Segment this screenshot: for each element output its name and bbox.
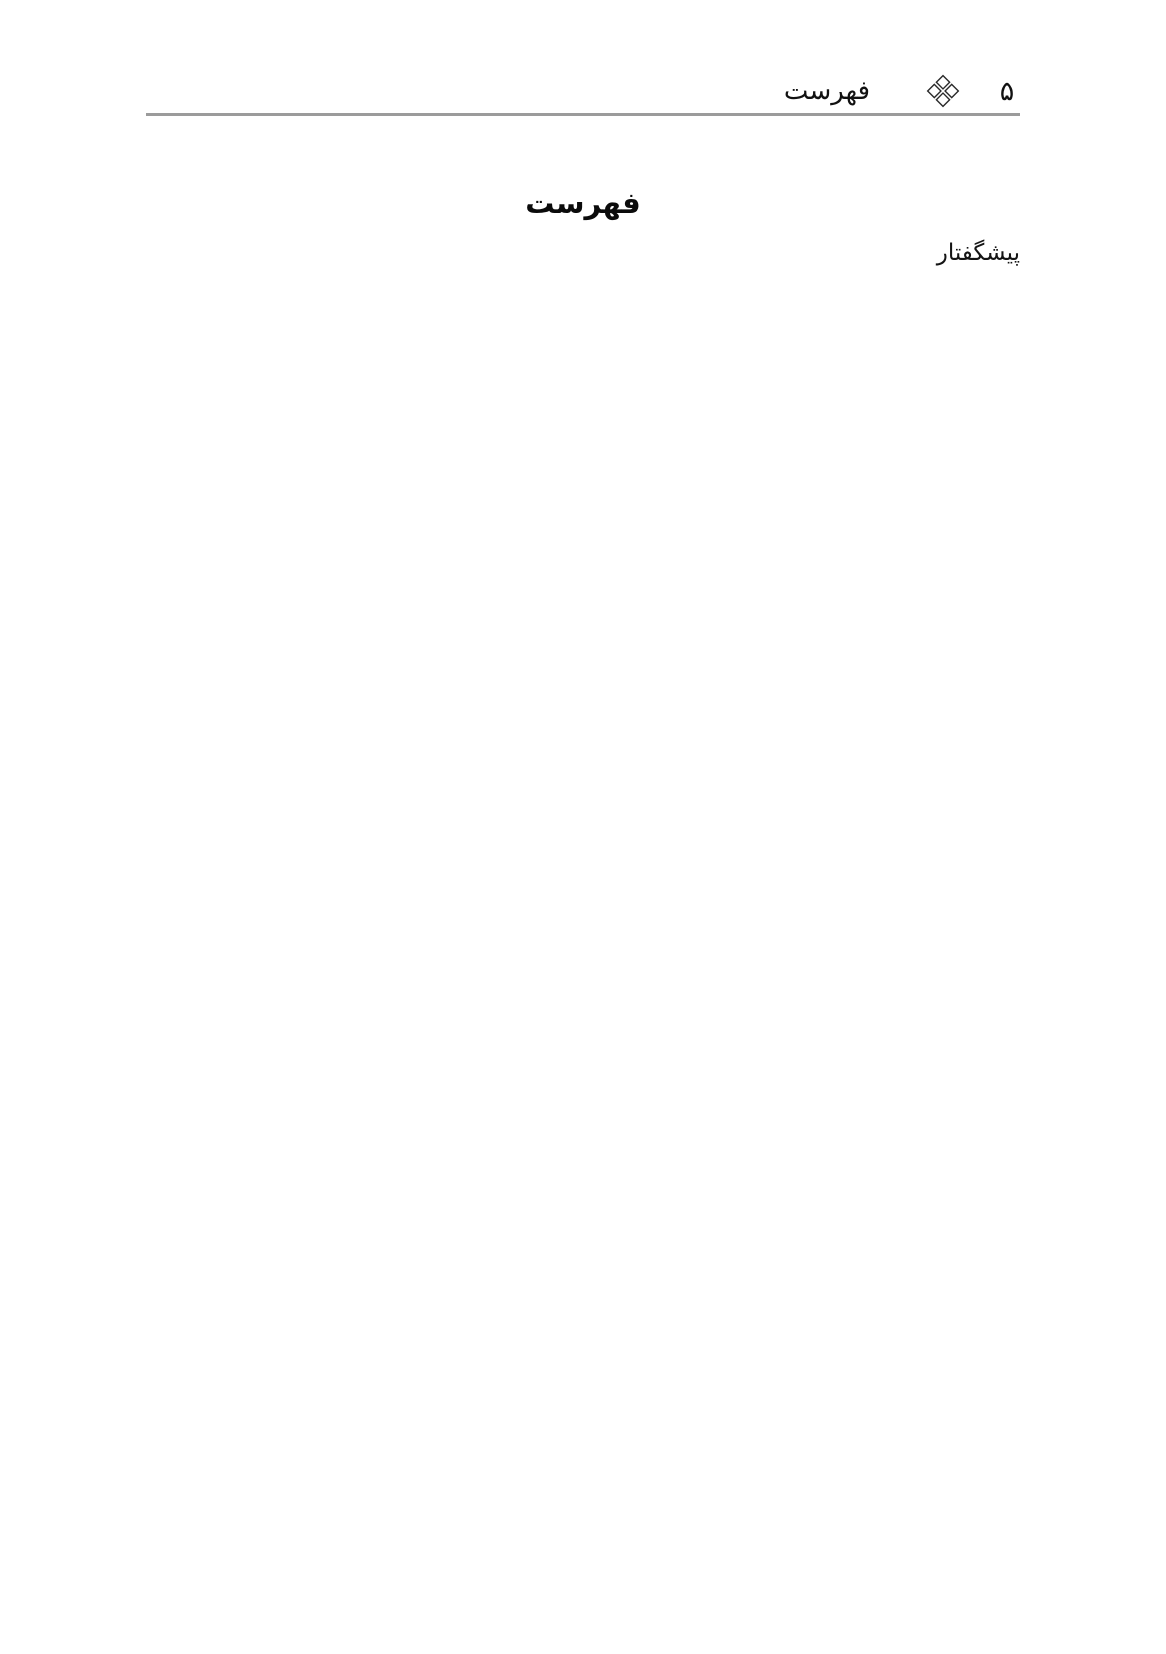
toc-entry[interactable]	[146, 240, 1020, 1654]
toc-entry-list	[146, 240, 1020, 1654]
table-of-contents	[146, 186, 1020, 1654]
header-divider	[146, 113, 1020, 116]
toc-entry-label: پیشگفتار	[936, 240, 1020, 266]
page-title: فهرست	[525, 186, 641, 220]
header-title: فهرست	[783, 76, 870, 106]
page-header	[146, 62, 1020, 120]
header-page-number: ۵	[999, 75, 1015, 107]
toc-entry-page-number	[0, 240, 923, 1654]
diamond-ornament-icon	[926, 74, 960, 108]
